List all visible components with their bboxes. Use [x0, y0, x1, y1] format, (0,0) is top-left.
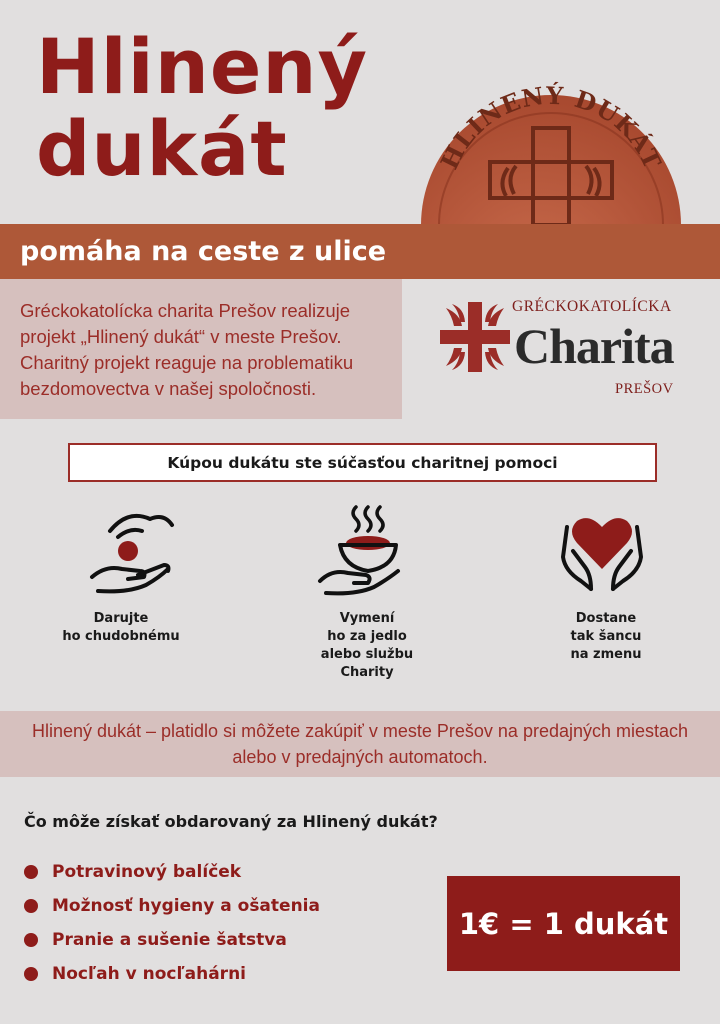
- coin-text: HLINENÝ DUKÁT: [434, 80, 668, 174]
- step-3-label: Dostane tak šancu na zmenu: [570, 611, 642, 662]
- bullet-icon: [24, 865, 38, 879]
- hands-heart-icon: [557, 505, 647, 597]
- list-item-text: Nocľah v nocľahárni: [52, 964, 246, 984]
- list-item: [24, 889, 320, 923]
- benefits-heading: Čo môže získať obdarovaný za Hlinený dukát?: [24, 812, 438, 831]
- page-title: [36, 22, 416, 193]
- step-1-label: Darujte ho chudobnému: [62, 611, 180, 644]
- clay-coin-image: [420, 70, 682, 225]
- bullet-icon: [24, 899, 38, 913]
- logo-top-text: GRÉCKOKATOLÍCKA: [512, 298, 672, 315]
- info-text: Hlinený dukát – platidlo si môžete zakúpiť v meste Prešov na predajných miestach alebo v predajných automatoch.: [31, 721, 689, 767]
- title-line-2: dukát: [36, 104, 288, 193]
- food-bowl-hand-icon: [316, 505, 406, 597]
- list-item-text: Potravinový balíček: [52, 862, 242, 882]
- cta-text: Kúpou dukátu ste súčasťou charitnej pomoci: [167, 453, 558, 472]
- price-box: [447, 876, 680, 971]
- logo-main-text: Charita: [514, 318, 674, 374]
- list-item-text: Pranie a sušenie šatstva: [52, 930, 287, 950]
- subtitle: pomáha na ceste z ulice: [20, 236, 387, 267]
- list-item: [24, 855, 320, 889]
- info-panel: [0, 711, 720, 777]
- list-item: [24, 957, 320, 991]
- list-item: [24, 923, 320, 957]
- cta-box: [68, 443, 657, 482]
- bullet-icon: [24, 933, 38, 947]
- list-item-text: Možnosť hygieny a ošatenia: [52, 896, 320, 916]
- charita-cross-icon: [440, 302, 510, 372]
- intro-text: Gréckokatolícka charita Prešov realizuje projekt „Hlinený dukát“ v meste Prešov. Charitný projekt reaguje na problematiku bezdomovectva v našej spoločnosti.: [20, 300, 354, 399]
- step-2-label: Vymení ho za jedlo alebo službu Charity: [320, 611, 414, 680]
- benefits-list: [24, 855, 320, 991]
- price-text: 1€ = 1 dukát: [458, 906, 669, 941]
- bullet-icon: [24, 967, 38, 981]
- hand-giving-coin-icon: [88, 505, 178, 597]
- logo-bottom-text: PREŠOV: [615, 381, 674, 397]
- title-line-1: Hlinený: [36, 22, 369, 111]
